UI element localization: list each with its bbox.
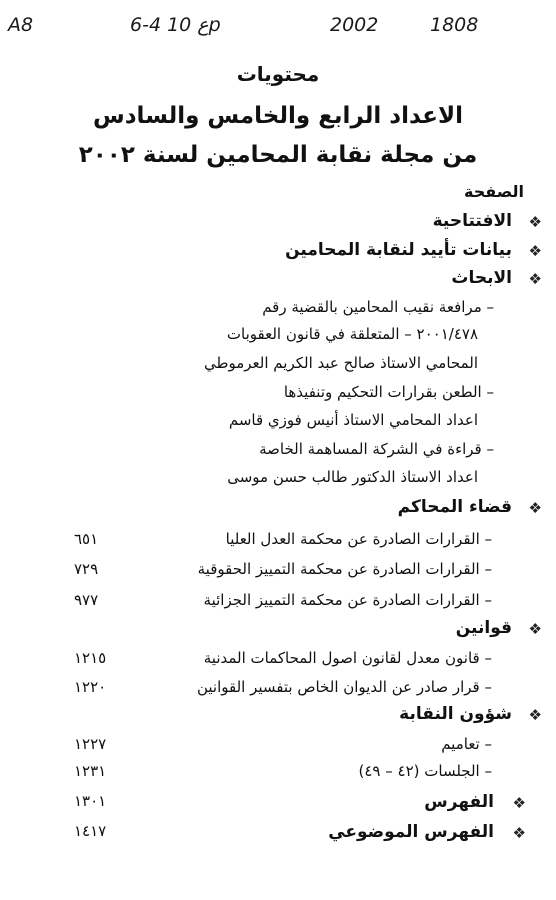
toc-subentry — [0, 762, 556, 790]
page-number: ٧٢٩ — [74, 560, 99, 578]
subentry-title: – القرارات الصادرة عن محكمة العدل العليا — [225, 530, 492, 548]
diamond-bullet-icon: ❖ — [528, 706, 542, 724]
research-item — [0, 383, 556, 411]
research-title-line: – قراءة في الشركة المساهمة الخاصة — [259, 440, 494, 458]
toc-entry — [0, 240, 556, 268]
journal-title: من مجلة نقابة المحامين لسنة ٢٠٠٢ — [78, 142, 478, 168]
toc-subentry — [0, 678, 556, 706]
research-title-line: – مرافعة نقيب المحامين بالقضية رقم — [262, 298, 494, 316]
subentry-title: – القرارات الصادرة عن محكمة التمييز الجزائية — [203, 591, 492, 609]
toc-subentry — [0, 591, 556, 619]
research-item — [0, 440, 556, 468]
page-number: ١٢٢٠ — [74, 678, 107, 696]
toc-entry — [0, 822, 556, 850]
diamond-bullet-icon: ❖ — [528, 620, 542, 638]
toc-entry — [0, 618, 556, 646]
entry-title: شؤون النقابة — [399, 704, 512, 724]
entry-title: بيانات تأييد لنقابة المحامين — [285, 240, 512, 260]
page-number: ١٢١٥ — [74, 649, 107, 667]
toc-subentry — [0, 560, 556, 588]
entry-title: الافتتاحية — [432, 211, 512, 231]
diamond-bullet-icon: ❖ — [528, 270, 542, 288]
toc-entry — [0, 704, 556, 732]
page-number: ١٢٢٧ — [74, 735, 107, 753]
subentry-title: – قرار صادر عن الديوان الخاص بتفسير القوانين — [196, 678, 492, 696]
subentry-title: – القرارات الصادرة عن محكمة التمييز الحقوقية — [197, 560, 492, 578]
diamond-bullet-icon: ❖ — [512, 824, 526, 842]
handwritten-ref: A8 — [8, 14, 34, 36]
research-item — [0, 468, 556, 496]
research-author: اعداد الاستاذ الدكتور طالب حسن موسى — [227, 468, 478, 486]
toc-entry — [0, 268, 556, 296]
research-item — [0, 411, 556, 439]
entry-title: قوانين — [455, 618, 512, 638]
diamond-bullet-icon: ❖ — [528, 242, 542, 260]
research-author: المحامي الاستاذ صالح عبد الكريم العرموطي — [204, 354, 478, 372]
subentry-title: – قانون معدل لقانون اصول المحاكمات المدنية — [203, 649, 492, 667]
entry-title: الابحاث — [451, 268, 512, 288]
issues-title: الاعداد الرابع والخامس والسادس — [93, 103, 463, 129]
handwritten-code: 6-4 ع 10p — [130, 14, 221, 36]
contents-heading: محتويات — [236, 62, 320, 86]
toc-subentry — [0, 735, 556, 763]
toc-subentry — [0, 649, 556, 677]
research-item — [0, 325, 556, 353]
diamond-bullet-icon: ❖ — [528, 499, 542, 517]
page-column-label: الصفحة — [463, 182, 524, 201]
toc-entry — [0, 211, 556, 239]
entry-title: الفهرس — [424, 792, 494, 812]
subentry-title: – تعاميم — [441, 735, 492, 753]
research-item — [0, 298, 556, 326]
diamond-bullet-icon: ❖ — [528, 213, 542, 231]
page-number: ٩٧٧ — [74, 591, 99, 609]
page-number: ١٤١٧ — [74, 822, 107, 840]
diamond-bullet-icon: ❖ — [512, 794, 526, 812]
toc-entry — [0, 497, 556, 525]
subentry-title: – الجلسات (٤٢ – ٤٩) — [358, 762, 492, 780]
research-title-line: – الطعن بقرارات التحكيم وتنفيذها — [283, 383, 494, 401]
entry-title: قضاء المحاكم — [397, 497, 512, 517]
research-author: اعداد المحامي الاستاذ أنيس فوزي قاسم — [228, 411, 478, 429]
toc-entry — [0, 792, 556, 820]
research-title-line: ٢٠٠١/٤٧٨ – المتعلقة في قانون العقوبات — [226, 325, 478, 343]
research-item — [0, 354, 556, 382]
handwritten-year: 2002 — [330, 14, 379, 36]
page-number: ١٢٣١ — [74, 762, 107, 780]
entry-title: الفهرس الموضوعي — [328, 822, 494, 842]
page-number: ٦٥١ — [74, 530, 99, 548]
page-number: ١٣٠١ — [74, 792, 107, 810]
toc-subentry — [0, 530, 556, 558]
handwritten-number: 1808 — [430, 14, 479, 36]
